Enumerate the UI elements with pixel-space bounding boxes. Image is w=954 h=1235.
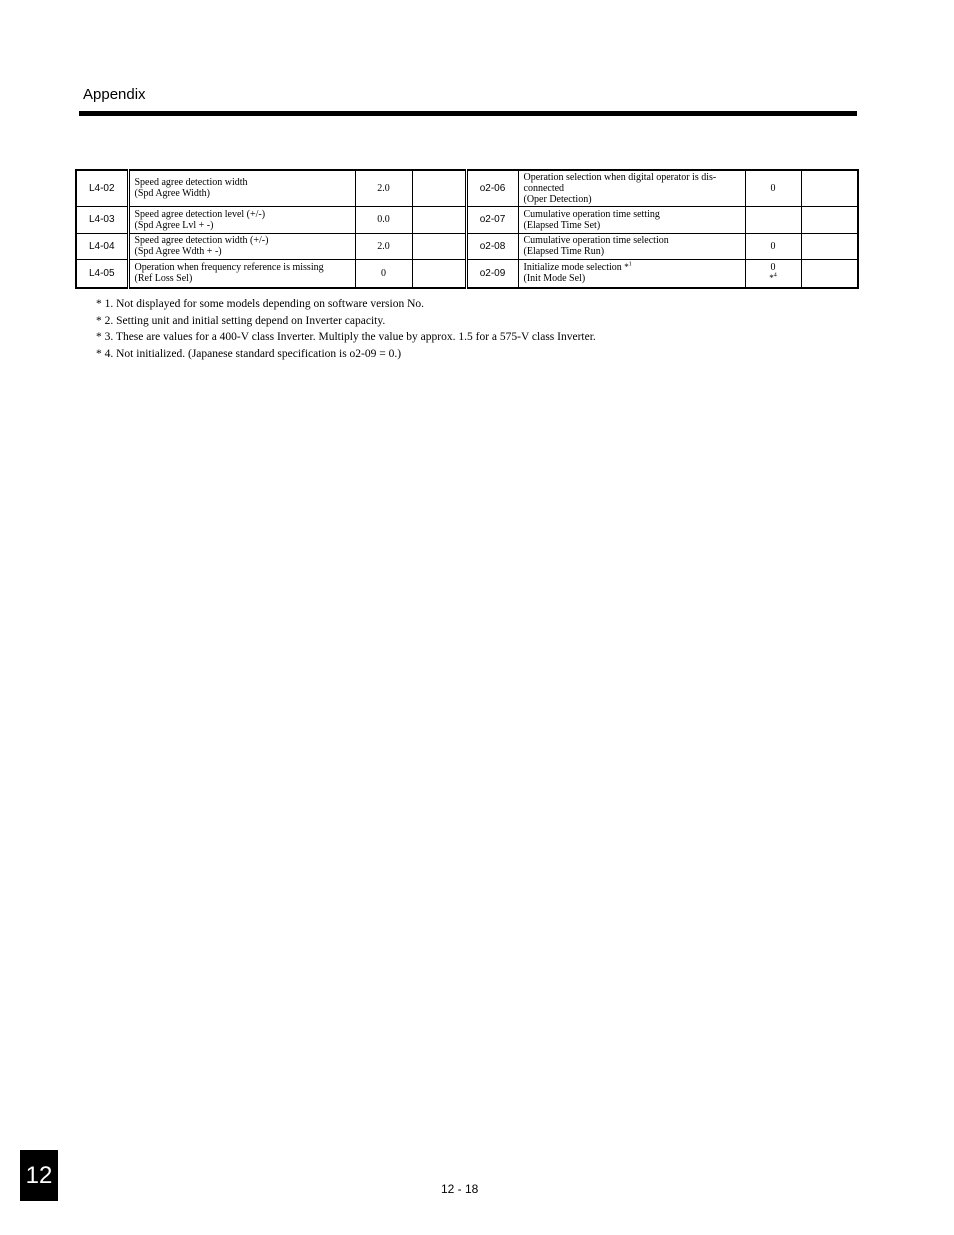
chapter-tab: 12 — [20, 1150, 58, 1201]
param-code: L4-04 — [76, 233, 128, 259]
empty-cell — [801, 233, 858, 259]
param-value: 0 — [745, 170, 801, 206]
param-name: Operation when frequency reference is missing (Ref Loss Sel) — [128, 259, 355, 288]
page-number: 12 - 18 — [441, 1182, 479, 1196]
param-code: L4-02 — [76, 170, 128, 206]
param-value: 0 — [355, 259, 412, 288]
footnote: * 3. These are values for a 400-V class Inverter. Multiply the value by approx. 1.5 for a 575-V class Inverter. — [96, 331, 596, 344]
param-code: o2-08 — [466, 233, 518, 259]
footnote-ref: * — [769, 273, 774, 284]
section-title: Appendix — [83, 86, 146, 103]
param-value: 2.0 — [355, 170, 412, 206]
param-value: 2.0 — [355, 233, 412, 259]
param-code: o2-09 — [466, 259, 518, 288]
table-row — [76, 233, 858, 259]
footnote-ref-number: 4 — [773, 272, 777, 279]
table-row — [76, 170, 858, 206]
table-row — [76, 259, 858, 288]
param-value: 0 *$^4$ — [745, 259, 801, 288]
parameter-table — [75, 169, 859, 289]
footnote-ref: * — [624, 262, 629, 273]
empty-cell — [801, 259, 858, 288]
table-row — [76, 206, 858, 233]
footnote: * 1. Not displayed for some models depending on software version No. — [96, 298, 425, 310]
param-code: L4-03 — [76, 206, 128, 233]
footnote-ref-number: 1 — [628, 261, 632, 268]
param-value — [745, 206, 801, 233]
param-code: L4-05 — [76, 259, 128, 288]
param-name: Cumulative operation time selection (Elapsed Time Run) — [518, 233, 745, 259]
footnote: * 2. Setting unit and initial setting depend on Inverter capacity. — [96, 314, 386, 327]
param-name: Operation selection when digital operator is dis- connected (Oper Detection) — [518, 170, 745, 206]
param-name: Initialize mode selection *$^1$ (Init Mode Sel) — [518, 259, 745, 288]
empty-cell — [412, 206, 466, 233]
param-name: Speed agree detection level (+/-) (Spd Agree Lvl + -) — [128, 206, 355, 233]
param-value: 0 — [745, 233, 801, 259]
header-rule — [79, 111, 857, 116]
empty-cell — [412, 259, 466, 288]
footnotes — [96, 296, 596, 363]
empty-cell — [412, 233, 466, 259]
param-name: Cumulative operation time setting (Elapsed Time Set) — [518, 206, 745, 233]
empty-cell — [801, 206, 858, 233]
param-name: Speed agree detection width (Spd Agree Width) — [128, 170, 355, 206]
empty-cell — [801, 170, 858, 206]
param-value: 0.0 — [355, 206, 412, 233]
empty-cell — [412, 170, 466, 206]
param-name: Speed agree detection width (+/-) (Spd Agree Wdth + -) — [128, 233, 355, 259]
footnote: * 4. Not initialized. (Japanese standard specification is o2-09 = 0.) — [96, 348, 402, 361]
param-code: o2-07 — [466, 206, 518, 233]
param-code: o2-06 — [466, 170, 518, 206]
